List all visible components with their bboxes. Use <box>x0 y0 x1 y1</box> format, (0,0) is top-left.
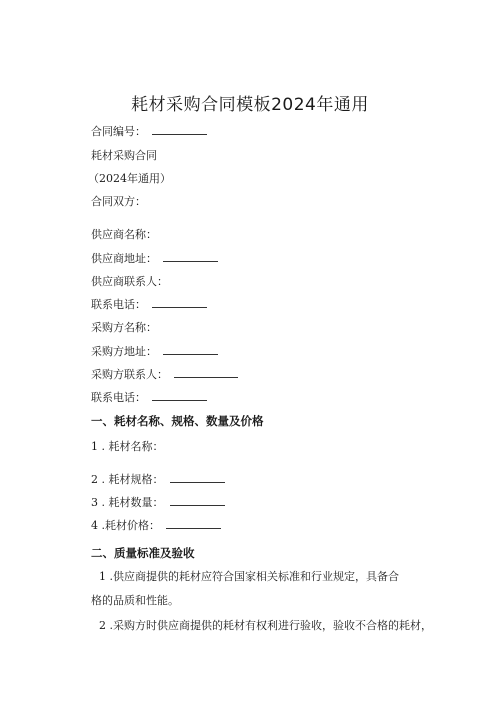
buyer-contact-label: 采购方联系人： <box>91 368 168 381</box>
supplier-address-line <box>91 252 218 266</box>
buyer-contact-blank <box>174 368 238 378</box>
buyer-phone-label: 联系电话： <box>91 391 146 404</box>
supplier-phone-line <box>91 298 207 312</box>
buyer-address-line <box>91 345 218 359</box>
item-price-blank <box>166 519 221 529</box>
item-quantity-blank <box>170 496 225 506</box>
section-1-item: 4 .耗材价格： <box>91 519 160 532</box>
buyer-address-label: 采购方地址： <box>91 345 157 358</box>
section-1-item-line <box>91 519 221 533</box>
section-1-item: 1 . 耗材名称： <box>91 440 164 453</box>
section-2-paragraph-1: 1 .供应商提供的耗材应符合国家相关标准和行业规定，具备合格的品质和性能。 <box>91 570 399 607</box>
buyer-address-blank <box>163 345 218 355</box>
buyer-phone-line <box>91 391 207 405</box>
supplier-phone-blank <box>152 298 207 308</box>
supplier-address-label: 供应商地址： <box>91 252 157 265</box>
supplier-phone-label: 联系电话： <box>91 298 146 311</box>
section-1-item: 3 . 耗材数量： <box>91 496 164 509</box>
section-1-item-line <box>91 496 225 510</box>
section-2-paragraph-2: 2 .采购方时供应商提供的耗材有权利进行验收，验收不合格的耗材， <box>99 619 432 632</box>
document-title: 耗材采购合同模板2024年通用 <box>131 95 369 115</box>
buyer-phone-blank <box>152 391 207 401</box>
supplier-contact-label: 供应商联系人： <box>91 275 168 288</box>
contract-parties: 合同双方： <box>91 195 146 208</box>
section-1-item-line <box>91 473 225 487</box>
supplier-address-blank <box>163 252 218 262</box>
contract-number-label: 合同编号： <box>91 125 146 138</box>
section-2-heading: 二、质量标准及验收 <box>91 546 195 560</box>
buyer-name-label: 采购方名称： <box>91 321 157 334</box>
supplier-name-label: 供应商名称： <box>91 228 157 241</box>
contract-name: 耗材采购合同 <box>91 149 157 162</box>
buyer-contact-line <box>91 368 238 382</box>
section-1-item: 2 . 耗材规格： <box>91 473 164 486</box>
contract-number-blank <box>152 125 207 135</box>
contract-subtitle: （2024年通用） <box>88 172 171 185</box>
item-spec-blank <box>170 473 225 483</box>
section-1-heading: 一、耗材名称、规格、数量及价格 <box>91 414 264 428</box>
contract-number-line <box>91 125 207 139</box>
